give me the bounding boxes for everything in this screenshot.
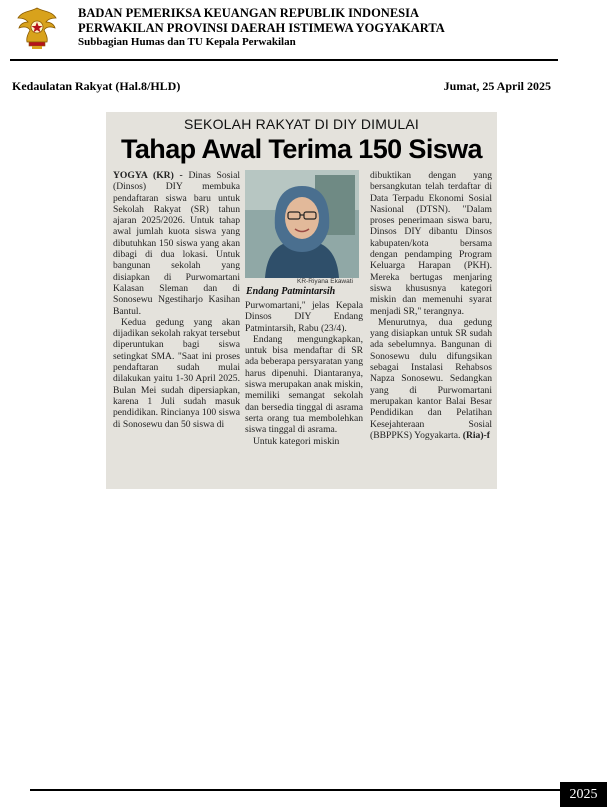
article-column-1 [113, 170, 240, 430]
header-rule [10, 59, 558, 61]
paragraph: YOGYA (KR) - Dinas Sosial (Dinsos) DIY membuka pendaftaran siswa baru untuk Sekolah Rakyat (SR) tahun ajaran 2025/2026. Untuk tahap awal jumlah kuota siswa yang dibutuhkan 150 siswa yang akan dibagi di dua lokasi. Untuk bangunan sekolah yang disiapkan di Purwomartani Kalasan Sleman dan di Sonosewu Ngestiharjo Kasihan Bantul. [113, 170, 240, 317]
news-clipping [106, 112, 497, 489]
portrait-person-icon [245, 170, 359, 278]
photo-caption: Endang Patmintarsih [246, 286, 336, 297]
footer-rule [30, 789, 560, 791]
paragraph: Kedua gedung yang akan dijadikan sekolah rakyat tersebut diperuntukan bagi siswa setingkat SMA. "Saat ini proses pendaftaran sudah mulai dilakukan yaitu 1-30 April 2025. Bulan Mei sudah dipersiapkan, karena 1 Juli sudah masuk pendidikan. Rincianya 100 siswa di Sonosewu dan 50 siswa di [113, 316, 240, 430]
date-label: Jumat, 25 April 2025 [443, 79, 551, 93]
bpk-logo-icon [12, 2, 62, 52]
article-column-2 [245, 300, 363, 447]
article-column-3 [370, 170, 492, 441]
header-line-1: BADAN PEMERIKSA KEUANGAN REPUBLIK INDONESIA [78, 6, 420, 20]
paragraph: Untuk kategori miskin [253, 435, 340, 447]
institution-header [78, 6, 445, 50]
article-kicker: SEKOLAH RAKYAT DI DIY DIMULAI [183, 116, 420, 132]
header-line-2: PERWAKILAN PROVINSI DAERAH ISTIMEWA YOGYAKARTA [78, 20, 445, 35]
photo-credit: KR-Riyana Ekawati [297, 278, 353, 285]
header-line-3: Subbagian Humas dan TU Kepala Perwakilan [78, 36, 296, 48]
article-headline: Tahap Awal Terima 150 Siswa [121, 134, 482, 164]
dateline: YOGYA (KR) - [113, 170, 183, 181]
paragraph: dibuktikan dengan yang bersangkutan telah terdaftar di Data Terpadu Ekonomi Sosial Nasional (DTSN). "Dalam proses penerimaan siswa baru, Dinsos DIY dibantu Dinsos kabupaten/kota bersama dengan pendamping Program Keluarga Harapan (PKH). Mereka bertugas menjaring siswa khususnya kategori miskin dan memenuhi syarat menjadi SR," terangnya. [370, 170, 492, 317]
paragraph: Endang mengungkapkan, untuk bisa mendaftar di SR ada beberapa persyaratan yang harus dipenuhi. Diantaranya, siswa merupakan anak miskin, memiliki semangat sekolah dan bersedia tinggal di asrama serta orang tua membolehkan siswa tinggal di asrama. [245, 333, 363, 436]
source-label: Kedaulatan Rakyat (Hal.8/HLD) [12, 79, 181, 93]
author-signature: (Ria)-f [462, 429, 490, 441]
portrait-photo [245, 170, 359, 278]
paragraph: Purwomartani," jelas Kepala Dinsos DIY Endang Patmintarsih, Rabu (23/4). [245, 300, 363, 334]
paragraph: Menurutnya, dua gedung yang disiapkan untuk SR sudah ada sebelumnya. Bangunan di Sonosewu dulu difungsikan sebagai Instalasi Rehabsos Napza Sonosewu. Sedangkan yang di Purwomartani merupakan kantor Balai Besar Pendidikan dan Pelatihan Kesejahteraan Sosial (BBPPKS) Yogyakarta. (Ria)-f [370, 316, 492, 441]
footer-year-badge: 2025 [560, 782, 607, 807]
